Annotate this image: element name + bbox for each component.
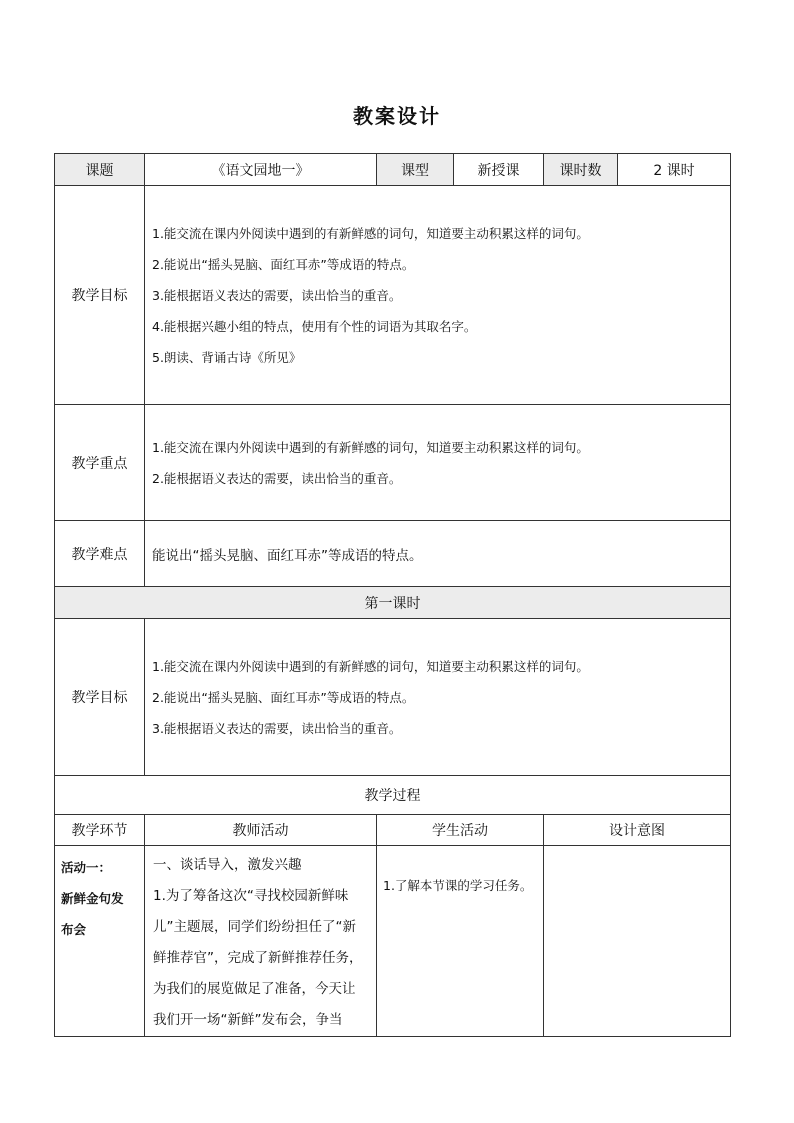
lesson-objective-item: 3.能根据语义表达的需要，读出恰当的重音。 bbox=[152, 720, 402, 736]
lesson-objectives-row bbox=[55, 619, 731, 776]
activity-stage-line: 新鲜金句发 bbox=[61, 891, 124, 906]
lesson-type-value: 新授课 bbox=[454, 154, 544, 186]
objective-item: 1.能交流在课内外阅读中遇到的有新鲜感的词句，知道要主动积累这样的词句。 bbox=[152, 225, 589, 241]
column-header-student: 学生活动 bbox=[377, 815, 544, 846]
objective-item: 3.能根据语义表达的需要，读出恰当的重音。 bbox=[152, 287, 402, 303]
key-point-item: 1.能交流在课内外阅读中遇到的有新鲜感的词句，知道要主动积累这样的词句。 bbox=[152, 439, 589, 455]
activity-stage bbox=[55, 846, 145, 1037]
teacher-activity-line: 一、谈话导入，激发兴趣 bbox=[153, 857, 302, 873]
first-lesson-row bbox=[55, 587, 731, 619]
activity-stage-line: 活动一： bbox=[61, 860, 112, 875]
column-header-teacher: 教师活动 bbox=[145, 815, 377, 846]
activity-row bbox=[55, 846, 731, 1037]
process-heading: 教学过程 bbox=[55, 776, 731, 815]
key-points-label: 教学重点 bbox=[55, 405, 145, 521]
hours-value: 2 课时 bbox=[618, 154, 731, 186]
key-points-row bbox=[55, 405, 731, 521]
activity-stage-line: 布会 bbox=[61, 922, 87, 937]
lesson-objectives-list bbox=[145, 619, 731, 776]
design-intent bbox=[544, 846, 731, 1037]
objective-item: 2.能说出“摇头晃脑、面红耳赤”等成语的特点。 bbox=[152, 256, 415, 272]
process-columns-row bbox=[55, 815, 731, 846]
lesson-objective-item: 2.能说出“摇头晃脑、面红耳赤”等成语的特点。 bbox=[152, 689, 415, 705]
teacher-activity-line: 鲜推荐官”，完成了新鲜推荐任务， bbox=[153, 950, 363, 966]
key-point-item: 2.能根据语义表达的需要，读出恰当的重音。 bbox=[152, 470, 402, 486]
teacher-activity-line: 1.为了筹备这次“寻找校园新鲜味 bbox=[153, 888, 349, 904]
process-heading-row bbox=[55, 776, 731, 815]
lesson-type-label: 课型 bbox=[377, 154, 454, 186]
teacher-activity bbox=[145, 846, 377, 1037]
column-header-intent: 设计意图 bbox=[544, 815, 731, 846]
teacher-activity-line: 为我们的展览做足了准备，今天让 bbox=[153, 981, 356, 997]
teacher-activity-line: 儿”主题展，同学们纷纷担任了“新 bbox=[153, 919, 356, 935]
difficulties-text: 能说出“摇头晃脑、面红耳赤”等成语的特点。 bbox=[145, 521, 731, 587]
objective-item: 4.能根据兴趣小组的特点，使用有个性的词语为其取名字。 bbox=[152, 318, 477, 334]
key-points-list bbox=[145, 405, 731, 521]
hours-label: 课时数 bbox=[544, 154, 618, 186]
column-header-stage: 教学环节 bbox=[55, 815, 145, 846]
topic-value: 《语文园地一》 bbox=[145, 154, 377, 186]
header-row bbox=[55, 154, 731, 186]
teacher-activity-line: 我们开一场“新鲜”发布会，争当 bbox=[153, 1012, 343, 1028]
first-lesson-heading: 第一课时 bbox=[55, 587, 731, 619]
objective-item: 5.朗读、背诵古诗《所见》 bbox=[152, 349, 302, 365]
lesson-objective-item: 1.能交流在课内外阅读中遇到的有新鲜感的词句，知道要主动积累这样的词句。 bbox=[152, 658, 589, 674]
lesson-plan-table bbox=[54, 153, 731, 1037]
topic-label: 课题 bbox=[55, 154, 145, 186]
objectives-row bbox=[55, 186, 731, 405]
objectives-label: 教学目标 bbox=[55, 186, 145, 405]
lesson-objectives-label: 教学目标 bbox=[55, 619, 145, 776]
student-activity: 1.了解本节课的学习任务。 bbox=[377, 846, 544, 1037]
document-title: 教案设计 bbox=[353, 104, 441, 128]
objectives-list bbox=[145, 186, 731, 405]
difficulties-label: 教学难点 bbox=[55, 521, 145, 587]
difficulties-row bbox=[55, 521, 731, 587]
